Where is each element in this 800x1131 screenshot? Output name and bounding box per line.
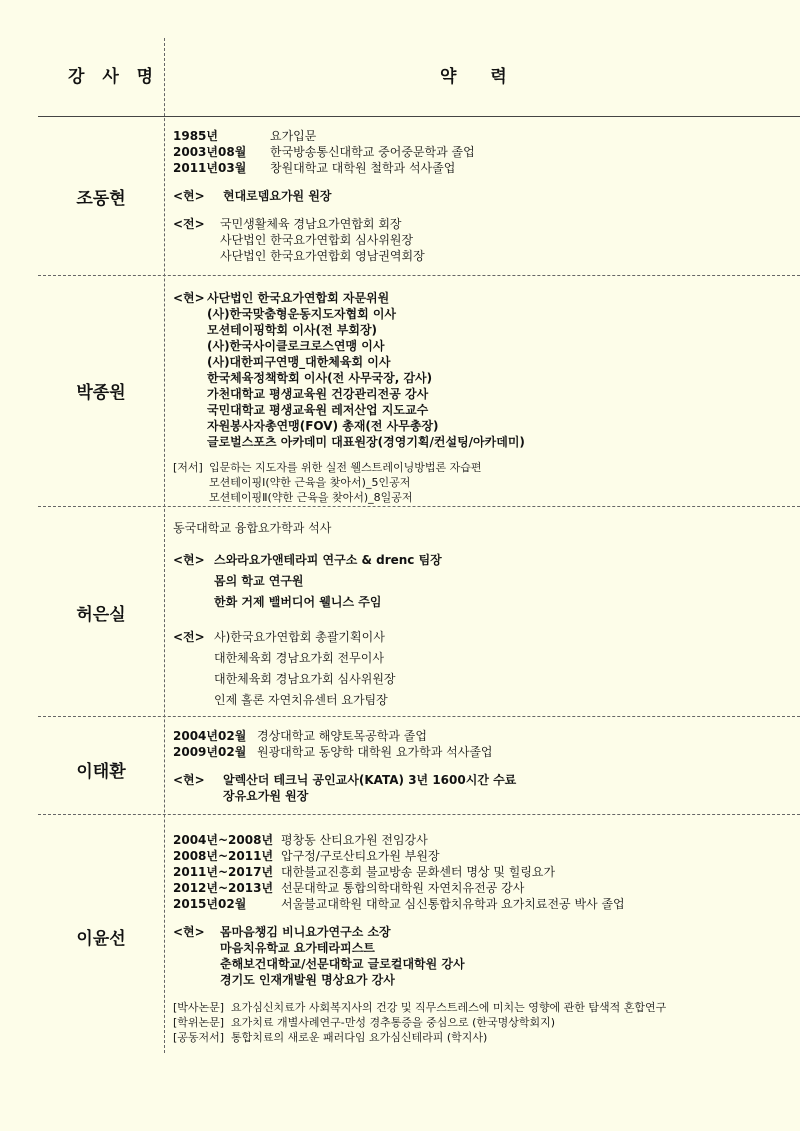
header-name-column: 강 사 명 (68, 67, 160, 87)
header-divider (38, 116, 800, 117)
current-position: (사)한국맞춤형운동지도자협회 이사 (207, 307, 397, 321)
previous-position: 사단법인 한국요가연합회 심사위원장 (220, 233, 414, 247)
current-position: (사)대한피구연맹_대한체육회 이사 (207, 355, 391, 369)
previous-position: 대한체육회 경남요가회 전무이사 (214, 651, 384, 665)
section-divider (38, 814, 800, 815)
career-block-4 (173, 728, 780, 804)
current-position: 몸의 학교 연구원 (214, 574, 304, 588)
current-position: 한국체육정책학회 이사(전 사무국장, 감사) (207, 371, 433, 385)
header-career-column: 약 력 (440, 67, 521, 87)
previous-position: 사단법인 한국요가연합회 영남권역회장 (220, 249, 425, 263)
history-row: 2011년03월 창원대학교 대학원 철학과 석사졸업 (173, 161, 456, 175)
history-row: 2004년~2008년 평창동 산티요가원 전임강사 (173, 833, 428, 847)
current-position: <현> 스와라요가앤테라피 연구소 & drenc 팀장 (173, 553, 442, 567)
section-divider (38, 275, 800, 276)
previous-position: 인제 홀론 자연치유센터 요가팀장 (214, 693, 388, 707)
instructor-name-5: 이윤선 (76, 929, 126, 949)
paper-item: [공동저서] 통합치료의 새로운 패러다임 요가심신테라피 (학지사) (173, 1031, 488, 1044)
current-position: 자원봉사자총연맹(FOV) 총재(전 사무총장) (207, 419, 439, 433)
current-position: 국민대학교 평생교육원 레저산업 지도교수 (207, 403, 429, 417)
column-divider (164, 38, 165, 1053)
current-position: <현> 현대로뎀요가원 원장 (173, 189, 332, 203)
current-position: <현> 몸마음챙김 비니요가연구소 소장 (173, 925, 391, 939)
current-position: 한화 거제 밸버디어 웰니스 주임 (214, 595, 382, 609)
current-position: 가천대학교 평생교육원 건강관리전공 강사 (207, 387, 429, 401)
career-block-2 (173, 290, 780, 505)
current-position: 춘해보건대학교/선문대학교 글로컬대학원 강사 (220, 957, 465, 971)
current-position: 글로벌스포츠 아카데미 대표원장(경영기획/컨설팅/아카데미) (207, 435, 525, 449)
previous-position: <전> 국민생활체육 경남요가연합회 회장 (173, 217, 402, 231)
section-divider (38, 716, 800, 717)
current-position: 경기도 인재개발원 명상요가 강사 (220, 973, 395, 987)
career-block-3 (173, 520, 780, 711)
book-item: 모션테이핑Ⅱ(약한 근육을 찾아서)_8일공저 (209, 491, 413, 504)
current-position: <현> 사단법인 한국요가연합회 자문위원 (173, 291, 390, 305)
section-divider (38, 506, 800, 507)
paper-item: [학위논문] 요가치료 개별사례연구-만성 경추통증을 중심으로 (한국명상학회지) (173, 1016, 556, 1029)
current-position: <현> 알렉산더 테크닉 공인교사(KATA) 3년 1600시간 수료 (173, 773, 517, 787)
education-item: 동국대학교 융합요가학과 석사 (173, 521, 332, 535)
book-item: [저서] 입문하는 지도자를 위한 실전 웰스트레이닝방법론 자습편 (173, 461, 482, 474)
history-row: 1985년 요가입문 (173, 129, 317, 143)
current-position: 장유요가원 원장 (223, 789, 309, 803)
current-position: 마음치유학교 요가테라피스트 (220, 941, 375, 955)
current-position: 모션테이핑학회 이사(전 부회장) (207, 323, 378, 337)
previous-position: <전> 사)한국요가연합회 총괄기획이사 (173, 630, 385, 644)
instructor-name-2: 박종원 (76, 383, 126, 403)
history-row: 2015년02월 서울불교대학원 대학교 심신통합치유학과 요가치료전공 박사 졸업 (173, 897, 625, 911)
history-row: 2004년02월 경상대학교 해양토목공학과 졸업 (173, 729, 427, 743)
current-position: (사)한국사이클로크로스연맹 이사 (207, 339, 385, 353)
history-row: 2009년02월 원광대학교 동양학 대학원 요가학과 석사졸업 (173, 745, 493, 759)
instructor-name-1: 조동현 (76, 189, 126, 209)
career-block-1 (173, 128, 780, 264)
career-block-5 (173, 832, 780, 1045)
history-row: 2012년~2013년 선문대학교 통합의학대학원 자연치유전공 강사 (173, 881, 525, 895)
history-row: 2008년~2011년 압구정/구로산티요가원 부원장 (173, 849, 440, 863)
instructor-name-3: 허은실 (76, 605, 126, 625)
paper-item: [박사논문] 요가심신치료가 사회복지사의 건강 및 직무스트레스에 미치는 영향에 관한 탐색적 혼합연구 (173, 1001, 667, 1014)
history-row: 2003년08월 한국방송통신대학교 중어중문학과 졸업 (173, 145, 475, 159)
previous-position: 대한체육회 경남요가회 심사위원장 (214, 672, 396, 686)
book-item: 모션테이핑Ⅰ(약한 근육을 찾아서)_5인공저 (209, 476, 411, 489)
history-row: 2011년~2017년 대한불교진흥회 불교방송 문화센터 명상 및 힐링요가 (173, 865, 556, 879)
instructor-name-4: 이태환 (76, 762, 126, 782)
